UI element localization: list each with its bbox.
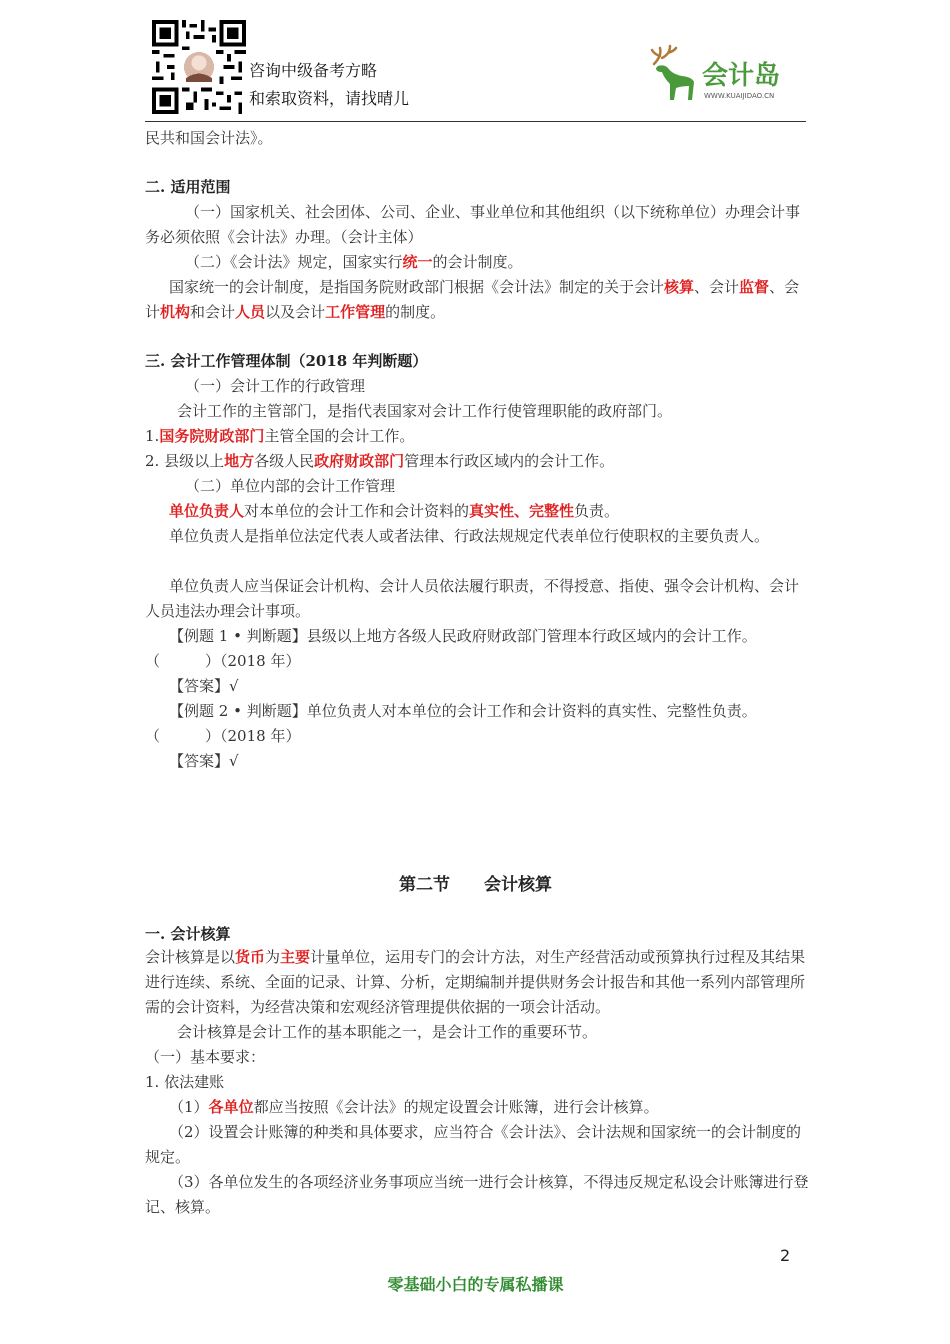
scope-para-2: （二）《会计法》规定，国家实行统一的会计制度。	[185, 253, 523, 271]
rule-1: （1）各单位都应当按照《会计法》的规定设置会计账簿，进行会计核算。	[169, 1098, 659, 1116]
logo-text: 会计岛	[702, 61, 781, 91]
rule-2: （2）设置会计账簿的种类和具体要求，应当符合《会计法》、会计法规和国家统一的会计制度的规定。	[145, 1123, 802, 1166]
rule-3: （3）各单位发生的各项经济业务事项应当统一进行会计核算，不得违反规定私设会计账簿进行登记、核算。	[145, 1173, 809, 1216]
section-title: 第二节 会计核算	[399, 875, 552, 895]
scope-para-3: 国家统一的会计制度，是指国务院财政部门根据《会计法》制定的关于会计核算、会计监督、会计机构和会计人员以及会计工作管理的制度。	[145, 278, 800, 321]
contact-line-2: 和索取资料，请找晴儿	[249, 89, 410, 108]
sub-admin: （一）会计工作的行政管理	[185, 377, 366, 395]
example-1-question: 【例题 1 • 判断题】县级以上地方各级人民政府财政部门管理本行政区域内的会计工作。	[169, 627, 757, 645]
item-legal-books: 1. 依法建账	[145, 1073, 225, 1091]
heading-scope: 二. 适用范围	[145, 178, 231, 196]
example-1-answer: 【答案】√	[169, 677, 239, 695]
accounting-para-2: 会计核算是会计工作的基本职能之一，是会计工作的重要环节。	[177, 1023, 598, 1041]
internal-para-3: 单位负责人应当保证会计机构、会计人员依法履行职责，不得授意、指使、强令会计机构、会计人员违法办理会计事项。	[145, 577, 800, 620]
logo-url: WWW.KUAIJIDAO.CN	[704, 92, 775, 100]
sub-internal: （二）单位内部的会计工作管理	[185, 477, 396, 495]
internal-para-2: 单位负责人是指单位法定代表人或者法律、行政法规规定代表单位行使职权的主要负责人。	[169, 527, 770, 545]
example-2-answer: 【答案】√	[169, 752, 239, 770]
heading-management: 三. 会计工作管理体制（2018 年判断题）	[145, 352, 428, 370]
example-1-blank: （ ）（2018 年）	[145, 652, 301, 670]
continued-line: 民共和国会计法》。	[145, 129, 273, 147]
example-2-question: 【例题 2 • 判断题】单位负责人对本单位的会计工作和会计资料的真实性、完整性负责。	[169, 702, 757, 720]
internal-para-1: 单位负责人对本单位的会计工作和会计资料的真实性、完整性负责。	[169, 502, 620, 520]
example-2-blank: （ ）（2018 年）	[145, 727, 301, 745]
contact-line-1: 咨询中级备考方略	[249, 61, 378, 80]
header-rule	[145, 121, 806, 122]
sub-basic-req: （一）基本要求：	[145, 1048, 266, 1066]
accounting-definition: 会计核算是以货币为主要计量单位，运用专门的会计方法，对生产经营活动或预算执行过程及其结果进行连续、系统、全面的记录、计算、分析，定期编制并提供财务会计报告和其他一系列内部管理所需的会计资料，为经营决策和宏观经济管理提供依据的一项会计活动。	[145, 948, 806, 1016]
qr-code	[152, 20, 246, 114]
page-number: 2	[780, 1246, 791, 1265]
admin-item-1: 1.国务院财政部门主管全国的会计工作。	[145, 427, 415, 445]
scope-para-1: （一）国家机关、社会团体、公司、企业、事业单位和其他组织（以下统称单位）办理会计事务必须依照《会计法》办理。（会计主体）	[145, 203, 801, 246]
footer-slogan: 零基础小白的专属私播课	[387, 1275, 564, 1294]
kuaijidao-logo	[648, 44, 788, 106]
heading-accounting: 一. 会计核算	[145, 925, 231, 943]
admin-para: 会计工作的主管部门，是指代表国家对会计工作行使管理职能的政府部门。	[177, 402, 673, 420]
admin-item-2: 2. 县级以上地方各级人民政府财政部门管理本行政区域内的会计工作。	[145, 452, 615, 470]
